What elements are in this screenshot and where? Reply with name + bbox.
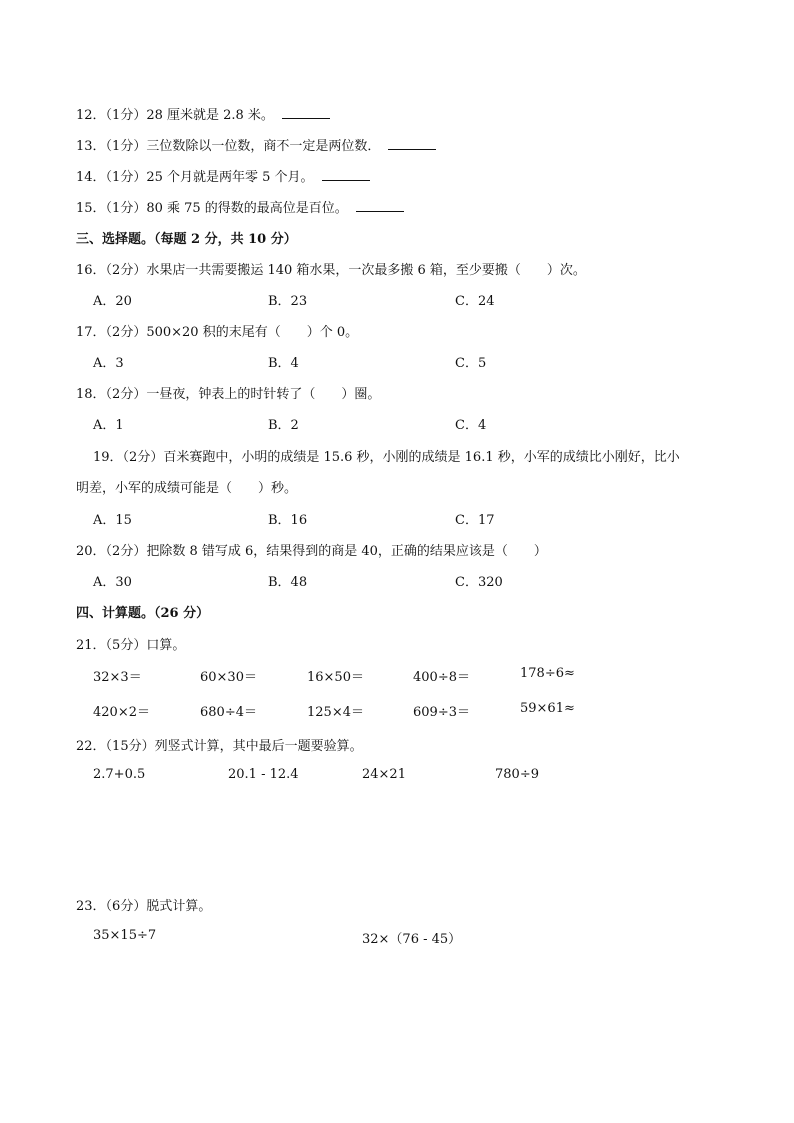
option-b[interactable]: B．4 [268, 356, 299, 371]
oral-calc-item: 680÷4＝ [200, 705, 257, 720]
stepwise-calc-item: 35×15÷7 [93, 928, 157, 943]
section-choice-heading: 三、选择题。（每题 2 分，共 10 分） [76, 232, 297, 247]
question-18: 18．（2分）一昼夜，钟表上的时针转了（ ）圈。 [76, 387, 381, 402]
option-a[interactable]: A．30 [93, 575, 132, 590]
oral-calc-item: 400÷8＝ [413, 670, 470, 685]
vertical-calc-item: 24×21 [362, 767, 406, 782]
section-calc-heading: 四、计算题。（26 分） [76, 606, 210, 621]
option-c[interactable]: C．4 [455, 418, 487, 433]
oral-calc-item: 60×30＝ [200, 670, 257, 685]
oral-calc-item: 16×50＝ [307, 670, 364, 685]
question-23: 23．（6分）脱式计算。 [76, 899, 212, 914]
question-17: 17．（2分）500×20 积的末尾有（ ）个 0。 [76, 325, 359, 340]
question-14: 14．（1分）25 个月就是两年零 5 个月。 [76, 166, 370, 185]
option-b[interactable]: B．23 [268, 294, 308, 309]
oral-calc-item: 420×2＝ [93, 705, 150, 720]
question-15: 15．（1分）80 乘 75 的得数的最高位是百位。 [76, 197, 404, 216]
question-21: 21．（5分）口算。 [76, 638, 186, 653]
option-c[interactable]: C．5 [455, 356, 487, 371]
question-19: 19．（2分）百米赛跑中，小明的成绩是 15.6 秒，小刚的成绩是 16.1 秒，小军的成绩比小刚好，比小 [93, 450, 680, 465]
oral-calc-item: 32×3＝ [93, 670, 142, 685]
answer-blank[interactable] [356, 199, 404, 212]
option-b[interactable]: B．48 [268, 575, 308, 590]
oral-calc-item: 125×4＝ [307, 705, 364, 720]
question-12: 12．（1分）28 厘米就是 2.8 米。 [76, 104, 330, 123]
oral-calc-item: 59×61≈ [520, 701, 575, 716]
question-20: 20．（2分）把除数 8 错写成 6，结果得到的商是 40，正确的结果应该是（ ） [76, 544, 547, 559]
oral-calc-item: 609÷3＝ [413, 705, 470, 720]
question-13: 13．（1分）三位数除以一位数，商不一定是两位数． [76, 135, 436, 154]
vertical-calc-item: 20.1 - 12.4 [228, 767, 299, 782]
stepwise-calc-item: 32×（76 - 45） [362, 932, 462, 947]
option-c[interactable]: C．24 [455, 294, 495, 309]
question-16: 16．（2分）水果店一共需要搬运 140 箱水果，一次最多搬 6 箱，至少要搬（ ）次。 [76, 263, 586, 278]
option-a[interactable]: A．3 [93, 356, 124, 371]
oral-calc-item: 178÷6≈ [520, 666, 575, 681]
option-a[interactable]: A．20 [93, 294, 132, 309]
option-a[interactable]: A．15 [93, 513, 132, 528]
option-b[interactable]: B．16 [268, 513, 308, 528]
option-b[interactable]: B．2 [268, 418, 299, 433]
option-c[interactable]: C．320 [455, 575, 503, 590]
answer-blank[interactable] [282, 106, 330, 119]
answer-blank[interactable] [322, 168, 370, 181]
option-a[interactable]: A．1 [93, 418, 124, 433]
vertical-calc-item: 2.7+0.5 [93, 767, 146, 782]
answer-blank[interactable] [388, 137, 436, 150]
option-c[interactable]: C．17 [455, 513, 495, 528]
question-22: 22．（15分）列竖式计算，其中最后一题要验算。 [76, 739, 363, 754]
vertical-calc-item: 780÷9 [495, 767, 539, 782]
question-19-continued: 明差，小军的成绩可能是（ ）秒。 [76, 481, 298, 496]
